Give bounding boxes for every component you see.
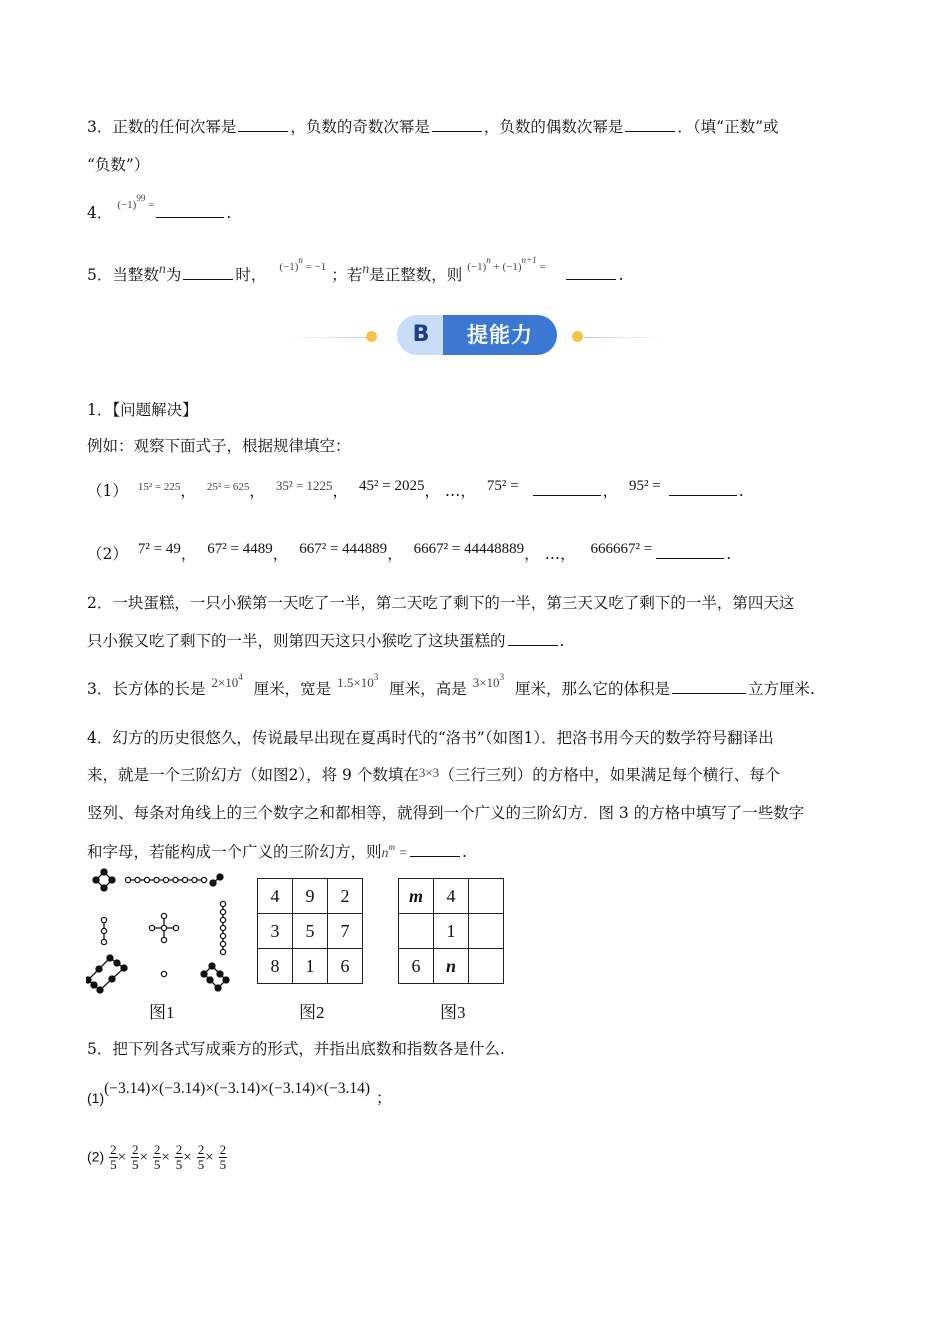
- answer-blank[interactable]: [566, 265, 616, 280]
- problem-5-part-2: (2) $\frac{2}{5}$ × $\frac{2}{5}$ × $\frac{2}{5}$ × $\frac{2}{5}$ × $\frac{2}{5}$ × $\frac{2}{5}$: [87, 1142, 227, 1172]
- answer-blank[interactable]: [533, 481, 601, 496]
- figure-3-caption: 图3: [440, 1003, 466, 1022]
- luoshu-7-dots: [220, 901, 225, 954]
- grid-cell: [469, 949, 504, 984]
- luoshu-2-dots: [210, 874, 223, 886]
- section-title: 提能力: [467, 323, 533, 347]
- grid-cell: 9: [293, 879, 328, 914]
- answer-blank[interactable]: [156, 203, 224, 218]
- problem-1-row1: （1） $^{15^2 = 225}$， $^{25^2 = 625}$， $^{35^2 = 1225}$， 45² = 2025， …， 75² = ， 95² = .: [87, 478, 744, 500]
- problem-4-line4: 和字母，若能构成一个广义的三阶幻方，则$n^m$ = .: [87, 842, 467, 861]
- grid-cell: 6: [328, 949, 363, 984]
- grid-cell: 1: [434, 914, 469, 949]
- luoshu-6-dots: [201, 963, 229, 991]
- problem-1-title: 1．【问题解决】: [87, 401, 198, 419]
- question-4: 4． $^{(-1)^{99} =}$ .: [87, 193, 232, 222]
- problem-3: 3．长方体的长是 $^{2\times 10^4}$ 厘米，宽是 $^{1.5\times 10^3}$ 厘米，高是 $^{3\times 10^3}$ 厘米，那么它的体积是 立方厘米.: [87, 672, 815, 698]
- luoshu-4-dots: [93, 869, 115, 891]
- luoshu-5-dots: [149, 913, 178, 942]
- problem-1-intro: 例如：观察下面式子，根据规律填空：: [87, 437, 351, 455]
- question-3-line2: “负数”）: [87, 156, 150, 174]
- problem-2-line2: 只小猴又吃了剩下的一半，则第四天这只小猴吃了这块蛋糕的 .: [87, 632, 565, 650]
- problem-5-title: 5．把下列各式写成乘方的形式，并指出底数和指数各是什么.: [87, 1040, 505, 1058]
- luoshu-1-dot: [161, 971, 166, 976]
- answer-blank[interactable]: [508, 631, 558, 646]
- grid-cell: [399, 914, 434, 949]
- grid-cell: 4: [258, 879, 293, 914]
- figure-1-caption: 图1: [149, 1003, 175, 1022]
- problem-4-line1: 4．幻方的历史很悠久，传说最早出现在夏禹时代的“洛书”（如图1）．把洛书用今天的数学符号翻译出: [87, 729, 774, 747]
- grid-cell: n: [434, 949, 469, 984]
- banner-line-left: [288, 337, 371, 338]
- generalized-magic-square-grid: [398, 878, 504, 984]
- answer-blank[interactable]: [625, 117, 675, 132]
- grid-cell: 7: [328, 914, 363, 949]
- answer-blank[interactable]: [669, 481, 737, 496]
- section-letter: B: [412, 322, 430, 347]
- banner-line-right: [584, 337, 664, 338]
- banner-dot-left: [366, 331, 377, 342]
- grid-cell: 2: [328, 879, 363, 914]
- grid-cell: m: [399, 879, 434, 914]
- grid-cell: 6: [399, 949, 434, 984]
- answer-blank[interactable]: [238, 117, 288, 132]
- grid-cell: [469, 914, 504, 949]
- q5-expr1: (−1)n = −1: [279, 255, 327, 273]
- q4-expression: (−1)99 =: [117, 193, 155, 211]
- answer-blank[interactable]: [432, 117, 482, 132]
- grid-cell: 4: [434, 879, 469, 914]
- problem-2-line1: 2．一块蛋糕，一只小猴第一天吃了一半，第二天吃了剩下的一半，第三天又吃了剩下的一半，第四天这: [87, 594, 795, 612]
- grid-cell: [469, 879, 504, 914]
- question-5: 5．当整数n为 时， $^{(-1)^n = -1}$ ；若n是正整数，则 $^{(-1)^n + (-1)^{n+1} =}$ .: [87, 255, 624, 284]
- q5-expr2: (−1)n + (−1)n+1 =: [467, 255, 546, 273]
- problem-4-line2: 来，就是一个三阶幻方（如图2），将 9 个数填在3×3（三行三列）的方格中，如果满足每个横行、每个: [87, 765, 781, 784]
- answer-blank[interactable]: [410, 842, 460, 857]
- grid-cell: 5: [293, 914, 328, 949]
- answer-blank[interactable]: [672, 679, 746, 694]
- answer-blank[interactable]: [183, 265, 233, 280]
- luoshu-8-dots: [86, 955, 127, 993]
- grid-cell: 3: [258, 914, 293, 949]
- luoshu-3-dots: [101, 917, 106, 944]
- problem-1-row2: （2） 7² = 49， 67² = 4489， 667² = 444889， 6667² = 44448889， …， 666667² = .: [87, 541, 732, 563]
- problem-4-line3: 竖列、每条对角线上的三个数字之和都相等，就得到一个广义的三阶幻方．图 3 的方格中填写了一些数字: [87, 804, 805, 822]
- grid-cell: 8: [258, 949, 293, 984]
- banner-dot-right: [572, 331, 583, 342]
- question-3-line1: 3．正数的任何次幂是 ，负数的奇数次幂是 ，负数的偶数次幂是 ．（填“正数”或: [87, 118, 779, 136]
- magic-square-grid: [257, 878, 363, 984]
- figure-2-caption: 图2: [299, 1003, 325, 1022]
- luoshu-9-dots: [125, 877, 206, 882]
- problem-5-part-1: (1)(−3.14)×(−3.14)×(−3.14)×(−3.14)×(−3.14)；: [87, 1080, 392, 1107]
- grid-cell: 1: [293, 949, 328, 984]
- answer-blank[interactable]: [656, 544, 724, 559]
- luoshu-figure: [86, 868, 241, 996]
